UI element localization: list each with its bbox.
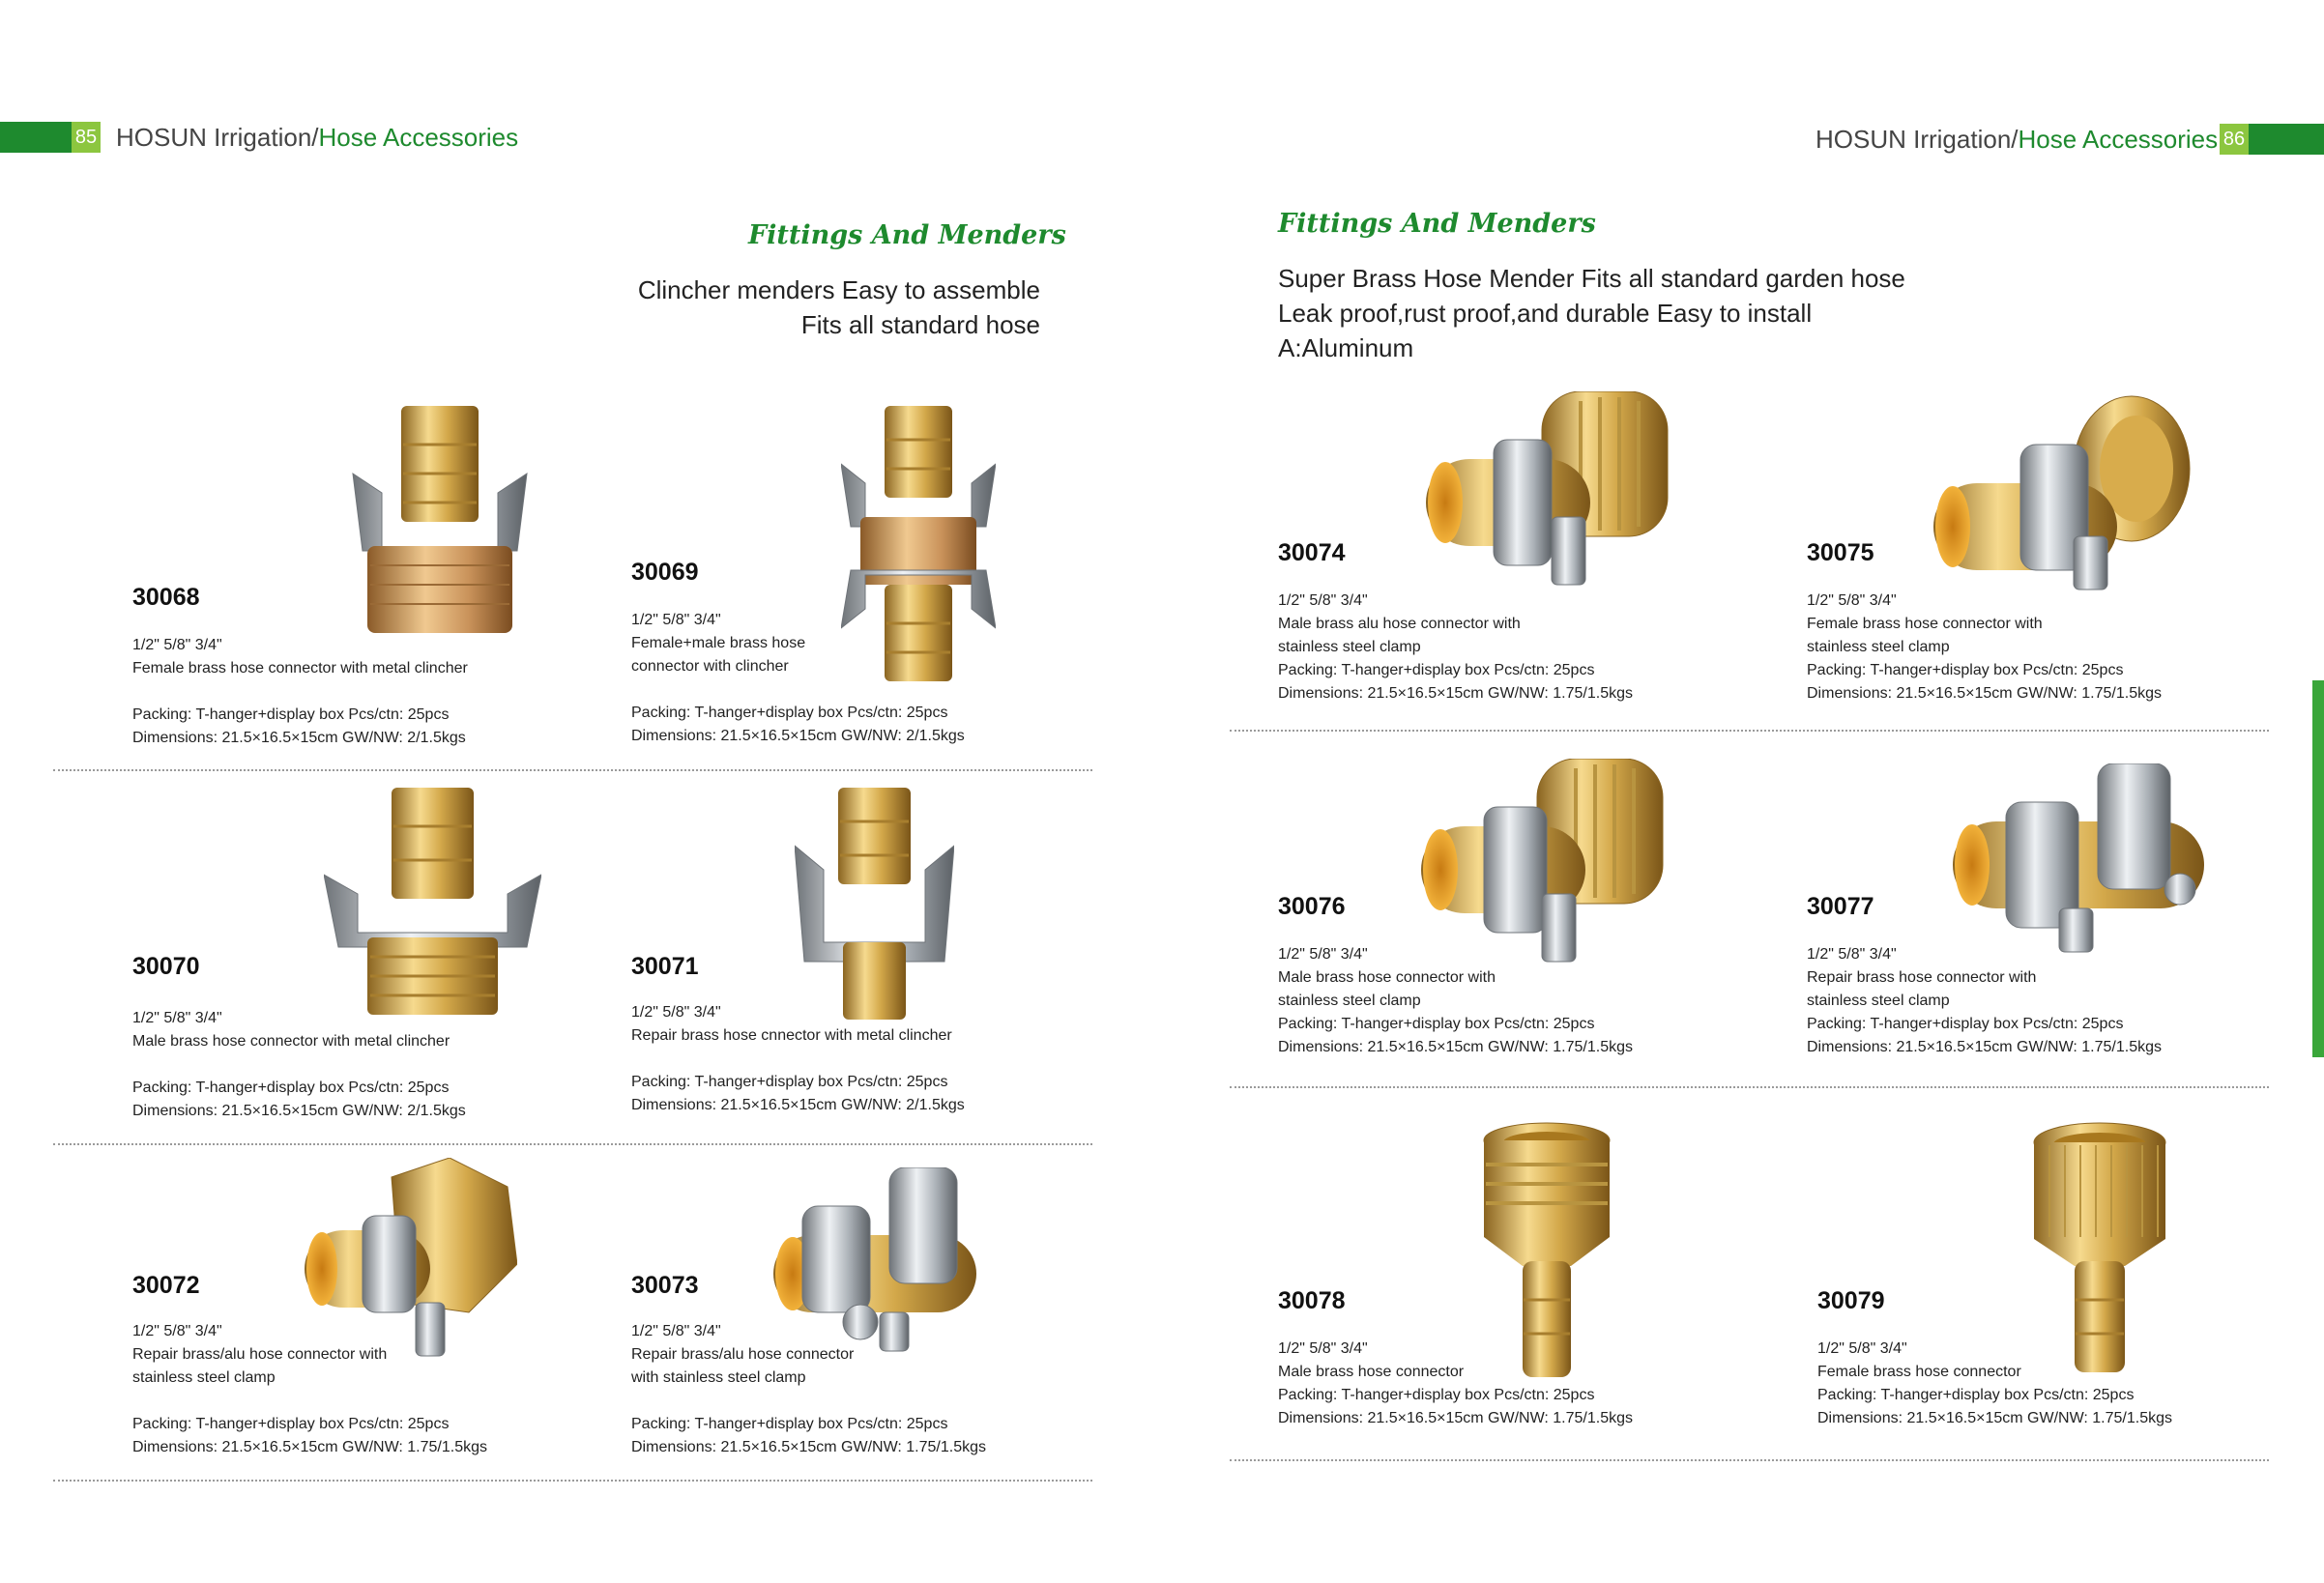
left-header-bar	[0, 122, 72, 153]
divider	[53, 1143, 1092, 1145]
product-code: 30073	[631, 1272, 699, 1299]
product-packing: Packing: T-hanger+display box Pcs/ctn: 25pcs	[132, 706, 450, 723]
product-code: 30074	[1278, 539, 1346, 566]
right-intro	[1278, 261, 1905, 365]
product-description: Female brass hose connector with	[1807, 616, 2043, 632]
right-intro-line: A:Aluminum	[1278, 333, 1414, 362]
right-intro-line: Leak proof,rust proof,and durable Easy to install	[1278, 299, 1813, 328]
product-description: stainless steel clamp	[1278, 993, 1421, 1009]
right-intro-line: Super Brass Hose Mender Fits all standard garden hose	[1278, 264, 1905, 293]
product-photo-30073	[773, 1167, 991, 1361]
right-page-number: 86	[2220, 124, 2249, 155]
product-photo-30070	[324, 788, 541, 1020]
product-description: Repair brass hose cnnector with metal clincher	[631, 1027, 952, 1044]
product-description: Male brass hose connector with	[1278, 969, 1496, 986]
divider	[1230, 1459, 2269, 1461]
product-photo-30072	[305, 1158, 517, 1361]
product-details	[1807, 943, 2162, 1059]
product-description: Male brass hose connector	[1278, 1364, 1465, 1380]
product-description: Repair brass/alu hose connector with	[132, 1346, 388, 1363]
product-description: connector with clincher	[631, 658, 789, 675]
product-code: 30075	[1807, 539, 1874, 566]
product-photo-30071	[795, 788, 954, 1024]
product-dimensions: Dimensions: 21.5×16.5×15cm GW/NW: 1.75/1.5kgs	[132, 1439, 487, 1455]
left-header-section: Hose Accessories	[318, 123, 519, 152]
product-details	[1807, 590, 2162, 705]
product-packing: Packing: T-hanger+display box Pcs/ctn: 25pcs	[1278, 662, 1595, 678]
product-packing: Packing: T-hanger+display box Pcs/ctn: 25pcs	[631, 1074, 948, 1090]
product-sizes: 1/2" 5/8" 3/4"	[631, 612, 721, 628]
left-intro	[541, 273, 1040, 342]
product-sizes: 1/2" 5/8" 3/4"	[631, 1004, 721, 1021]
product-code: 30072	[132, 1272, 200, 1299]
product-description: stainless steel clamp	[132, 1369, 276, 1386]
product-photo-30075	[1933, 391, 2194, 594]
product-description: Female brass hose connector with metal clincher	[132, 660, 468, 676]
left-header-brand: HOSUN Irrigation/	[116, 123, 319, 152]
product-description: Male brass hose connector with metal clincher	[132, 1033, 450, 1050]
product-sizes: 1/2" 5/8" 3/4"	[1817, 1340, 1907, 1357]
product-code: 30069	[631, 559, 699, 586]
product-photo-30077	[1953, 763, 2214, 957]
product-sizes: 1/2" 5/8" 3/4"	[1807, 946, 1897, 963]
product-description: stainless steel clamp	[1807, 639, 1950, 655]
product-details	[132, 634, 468, 750]
left-section-title: Fittings And Menders	[748, 220, 1066, 250]
product-packing: Packing: T-hanger+display box Pcs/ctn: 25pcs	[1278, 1016, 1595, 1032]
divider	[1230, 730, 2269, 732]
product-sizes: 1/2" 5/8" 3/4"	[1278, 946, 1368, 963]
product-packing: Packing: T-hanger+display box Pcs/ctn: 25pcs	[1807, 1016, 2124, 1032]
product-packing: Packing: T-hanger+display box Pcs/ctn: 25pcs	[132, 1079, 450, 1096]
product-packing: Packing: T-hanger+display box Pcs/ctn: 25pcs	[1817, 1387, 2135, 1403]
product-details	[1278, 590, 1633, 705]
product-sizes: 1/2" 5/8" 3/4"	[1807, 592, 1897, 609]
product-photo-30069	[841, 406, 996, 686]
product-dimensions: Dimensions: 21.5×16.5×15cm GW/NW: 1.75/1.5kgs	[1817, 1410, 2172, 1426]
product-dimensions: Dimensions: 21.5×16.5×15cm GW/NW: 2/1.5kgs	[132, 730, 466, 746]
product-code: 30077	[1807, 893, 1874, 920]
product-dimensions: Dimensions: 21.5×16.5×15cm GW/NW: 1.75/1.5kgs	[631, 1439, 986, 1455]
product-description: stainless steel clamp	[1278, 639, 1421, 655]
product-code: 30070	[132, 953, 200, 980]
product-dimensions: Dimensions: 21.5×16.5×15cm GW/NW: 2/1.5kgs	[132, 1103, 466, 1119]
product-sizes: 1/2" 5/8" 3/4"	[631, 1323, 721, 1339]
product-description: Female brass hose connector	[1817, 1364, 2021, 1380]
product-dimensions: Dimensions: 21.5×16.5×15cm GW/NW: 1.75/1.5kgs	[1807, 685, 2162, 702]
product-packing: Packing: T-hanger+display box Pcs/ctn: 25pcs	[1807, 662, 2124, 678]
product-sizes: 1/2" 5/8" 3/4"	[132, 637, 222, 653]
product-code: 30076	[1278, 893, 1346, 920]
product-description: with stainless steel clamp	[631, 1369, 806, 1386]
product-sizes: 1/2" 5/8" 3/4"	[1278, 592, 1368, 609]
page-edge-bar	[2312, 680, 2324, 1057]
product-packing: Packing: T-hanger+display box Pcs/ctn: 25pcs	[631, 1416, 948, 1432]
product-photo-30068	[343, 406, 537, 638]
product-dimensions: Dimensions: 21.5×16.5×15cm GW/NW: 2/1.5kgs	[631, 1097, 965, 1113]
product-packing: Packing: T-hanger+display box Pcs/ctn: 25pcs	[132, 1416, 450, 1432]
left-header-title	[116, 122, 518, 153]
product-photo-30079	[2030, 1121, 2170, 1377]
product-code: 30068	[132, 584, 200, 611]
product-description: Female+male brass hose	[631, 635, 806, 651]
product-details	[132, 1007, 466, 1123]
product-sizes: 1/2" 5/8" 3/4"	[132, 1323, 222, 1339]
product-description: Male brass alu hose connector with	[1278, 616, 1521, 632]
product-sizes: 1/2" 5/8" 3/4"	[1278, 1340, 1368, 1357]
product-dimensions: Dimensions: 21.5×16.5×15cm GW/NW: 1.75/1.5kgs	[1807, 1039, 2162, 1055]
product-packing: Packing: T-hanger+display box Pcs/ctn: 25pcs	[1278, 1387, 1595, 1403]
product-photo-30076	[1421, 759, 1672, 966]
product-photo-30074	[1426, 391, 1677, 590]
product-sizes: 1/2" 5/8" 3/4"	[132, 1010, 222, 1026]
product-dimensions: Dimensions: 21.5×16.5×15cm GW/NW: 1.75/1.5kgs	[1278, 1410, 1633, 1426]
divider	[1230, 1086, 2269, 1088]
right-header-title	[1816, 124, 2218, 155]
product-dimensions: Dimensions: 21.5×16.5×15cm GW/NW: 2/1.5kgs	[631, 728, 965, 744]
product-description: Repair brass/alu hose connector	[631, 1346, 855, 1363]
product-code: 30071	[631, 953, 699, 980]
product-description: Repair brass hose connector with	[1807, 969, 2037, 986]
divider	[53, 1480, 1092, 1482]
divider	[53, 769, 1092, 771]
left-page-number: 85	[72, 122, 101, 153]
product-photo-30078	[1479, 1121, 1614, 1382]
right-header-section: Hose Accessories	[2018, 125, 2219, 154]
right-header-brand: HOSUN Irrigation/	[1816, 125, 2019, 154]
product-code: 30079	[1817, 1287, 1885, 1314]
product-dimensions: Dimensions: 21.5×16.5×15cm GW/NW: 1.75/1.5kgs	[1278, 685, 1633, 702]
product-description: stainless steel clamp	[1807, 993, 1950, 1009]
right-section-title: Fittings And Menders	[1278, 209, 1596, 239]
left-intro-line: Clincher menders Easy to assemble	[637, 275, 1040, 304]
product-code: 30078	[1278, 1287, 1346, 1314]
product-dimensions: Dimensions: 21.5×16.5×15cm GW/NW: 1.75/1.5kgs	[1278, 1039, 1633, 1055]
right-header-bar	[2249, 124, 2324, 155]
left-intro-line: Fits all standard hose	[800, 310, 1040, 339]
product-packing: Packing: T-hanger+display box Pcs/ctn: 25pcs	[631, 705, 948, 721]
